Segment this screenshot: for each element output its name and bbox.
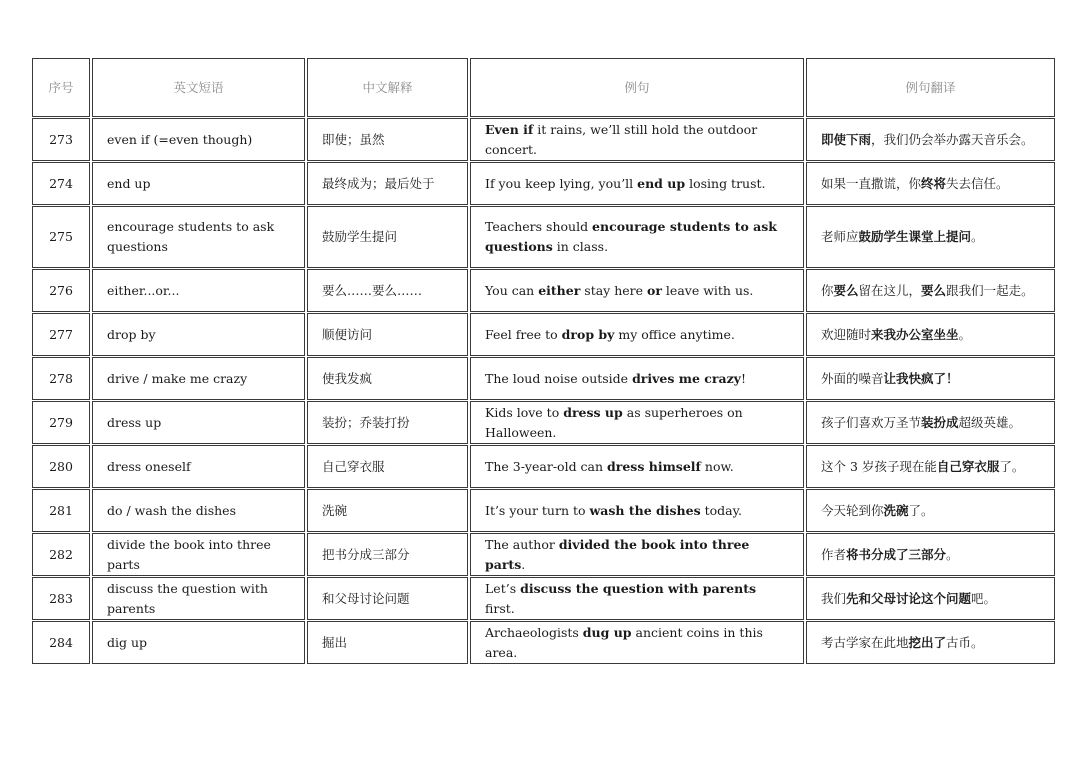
chinese-meaning: 鼓励学生提问 — [307, 206, 468, 268]
table-row — [32, 206, 1055, 268]
example-translation — [806, 162, 1055, 205]
translation-run-text: 超级英雄。 — [958, 414, 1022, 430]
translation-run-highlight: 要么 — [921, 282, 947, 298]
translation-run-text: 外面的噪音 — [821, 370, 884, 386]
table-row — [32, 489, 1055, 532]
translation-run-text: 作者 — [821, 546, 847, 562]
english-phrase: dress oneself — [92, 445, 305, 488]
example-translation — [806, 621, 1055, 664]
example-run-highlight: either — [538, 282, 581, 298]
example-run-highlight: dug up — [582, 624, 632, 640]
example-sentence — [470, 206, 804, 268]
table-row — [32, 445, 1055, 488]
table-row — [32, 577, 1055, 620]
example-run-highlight: Even if — [485, 121, 534, 137]
translation-run-highlight: 挖出了 — [908, 634, 947, 650]
example-translation — [806, 269, 1055, 312]
example-run-highlight: divided the book into three parts — [485, 536, 750, 572]
example-run-text: The author — [485, 536, 559, 552]
example-sentence — [470, 621, 804, 664]
example-run-text: Let’s — [485, 580, 521, 596]
english-phrase: do / wash the dishes — [92, 489, 305, 532]
example-translation — [806, 313, 1055, 356]
translation-run-text: ，我们仍会举办露天音乐会。 — [871, 131, 1034, 147]
example-run-text: You can — [485, 282, 539, 298]
example-run-text: If you keep lying, you’ll — [485, 175, 638, 191]
header-number: 序号 — [32, 58, 90, 117]
chinese-meaning: 使我发疯 — [307, 357, 468, 400]
example-run-highlight: drives me crazy — [632, 370, 741, 386]
translation-run-text: 你 — [821, 282, 834, 298]
example-translation — [806, 445, 1055, 488]
example-run-text: it rains, we’ll still hold the outdoor concert. — [485, 121, 758, 157]
row-number: 284 — [32, 621, 90, 664]
example-run-text: leave with us. — [661, 282, 754, 298]
translation-run-text: 孩子们喜欢万圣节 — [821, 414, 922, 430]
translation-run-text: 吧。 — [971, 590, 997, 606]
example-run-text: It’s your turn to — [485, 502, 590, 518]
translation-run-highlight: 来我办公室坐坐 — [871, 326, 959, 342]
row-number: 279 — [32, 401, 90, 444]
row-number: 277 — [32, 313, 90, 356]
example-translation — [806, 577, 1055, 620]
example-run-text: now. — [700, 458, 734, 474]
example-run-text: losing trust. — [685, 175, 766, 191]
translation-run-text: 古币。 — [946, 634, 984, 650]
header-phrase: 英文短语 — [92, 58, 305, 117]
example-translation — [806, 401, 1055, 444]
example-sentence — [470, 313, 804, 356]
chinese-meaning: 把书分成三部分 — [307, 533, 468, 576]
english-phrase: drop by — [92, 313, 305, 356]
english-phrase: end up — [92, 162, 305, 205]
translation-run-highlight: 装扮成 — [921, 414, 959, 430]
row-number: 282 — [32, 533, 90, 576]
translation-run-text: 如果一直撒谎，你 — [821, 175, 922, 191]
example-run-text: The 3-year-old can — [485, 458, 608, 474]
example-sentence — [470, 489, 804, 532]
example-sentence — [470, 269, 804, 312]
english-phrase: dig up — [92, 621, 305, 664]
example-run-highlight: drop by — [561, 326, 615, 342]
english-phrase: dress up — [92, 401, 305, 444]
chinese-meaning: 和父母讨论问题 — [307, 577, 468, 620]
translation-run-highlight: 自己穿衣服 — [936, 458, 1000, 474]
example-run-text: first. — [485, 600, 515, 616]
row-number: 273 — [32, 118, 90, 161]
translation-run-highlight: 要么 — [833, 282, 859, 298]
phrase-table — [30, 57, 1057, 665]
example-run-highlight: encourage students to ask questions — [485, 219, 777, 254]
chinese-meaning: 装扮；乔装打扮 — [307, 401, 468, 444]
header-meaning: 中文解释 — [307, 58, 468, 117]
table-row — [32, 269, 1055, 312]
translation-run-text: 失去信任。 — [946, 175, 1009, 191]
table-row — [32, 533, 1055, 576]
header-translation: 例句翻译 — [806, 58, 1055, 117]
translation-run-text: 。 — [946, 546, 959, 562]
example-run-text: Archaeologists — [485, 624, 583, 640]
example-run-highlight: discuss the question with parents — [520, 580, 757, 596]
example-run-text: as superheroes on Halloween. — [485, 404, 743, 440]
example-translation — [806, 489, 1055, 532]
example-sentence — [470, 357, 804, 400]
translation-run-text: 我们 — [821, 590, 847, 606]
translation-run-text: 了。 — [908, 502, 934, 518]
example-run-highlight: dress himself — [607, 458, 701, 474]
example-sentence — [470, 118, 804, 161]
row-number: 278 — [32, 357, 90, 400]
example-run-text: in class. — [552, 239, 609, 254]
example-run-highlight: dress up — [563, 404, 623, 420]
table-row — [32, 313, 1055, 356]
translation-run-text: 跟我们一起走。 — [946, 282, 1034, 298]
example-sentence — [470, 162, 804, 205]
translation-run-text: 了。 — [999, 458, 1025, 474]
chinese-meaning: 掘出 — [307, 621, 468, 664]
example-sentence — [470, 401, 804, 444]
example-run-highlight: or — [647, 282, 662, 298]
row-number: 275 — [32, 206, 90, 268]
translation-run-highlight: 让我快疯了！ — [883, 370, 959, 386]
example-run-text: my office anytime. — [614, 326, 735, 342]
row-number: 280 — [32, 445, 90, 488]
chinese-meaning: 即使；虽然 — [307, 118, 468, 161]
header-row — [32, 58, 1055, 117]
row-number: 274 — [32, 162, 90, 205]
english-phrase: either...or... — [92, 269, 305, 312]
header-example: 例句 — [470, 58, 804, 117]
example-translation — [806, 118, 1055, 161]
example-run-text: ! — [740, 370, 746, 386]
row-number: 276 — [32, 269, 90, 312]
chinese-meaning: 洗碗 — [307, 489, 468, 532]
english-phrase: even if (=even though) — [92, 118, 305, 161]
chinese-meaning: 顺便访问 — [307, 313, 468, 356]
translation-run-text: 老师应 — [821, 229, 859, 244]
example-run-text: today. — [700, 502, 742, 518]
translation-run-text: 今天轮到你 — [821, 502, 884, 518]
translation-run-highlight: 终将 — [921, 175, 947, 191]
example-translation — [806, 533, 1055, 576]
english-phrase: divide the book into three parts — [92, 533, 305, 576]
english-phrase: discuss the question with parents — [92, 577, 305, 620]
translation-run-text: 。 — [958, 326, 972, 342]
translation-run-highlight: 将书分成了三部分 — [846, 546, 947, 562]
row-number: 281 — [32, 489, 90, 532]
translation-run-text: 。 — [971, 229, 984, 244]
example-sentence — [470, 533, 804, 576]
translation-run-text: 考古学家在此地 — [821, 634, 909, 650]
translation-run-highlight: 鼓励学生课堂上提问 — [858, 229, 972, 244]
example-run-text: ancient coins in this area. — [485, 624, 763, 660]
translation-run-text: 欢迎随时 — [821, 326, 872, 342]
chinese-meaning: 要么……要么…… — [307, 269, 468, 312]
example-run-text: Feel free to — [485, 326, 562, 342]
example-translation — [806, 357, 1055, 400]
example-run-text: The loud noise outside — [485, 370, 633, 386]
example-run-text: . — [521, 556, 526, 572]
example-sentence — [470, 577, 804, 620]
translation-run-text: 这个 3 岁孩子现在能 — [821, 458, 937, 474]
table-row — [32, 357, 1055, 400]
translation-run-text: 留在这儿， — [858, 282, 922, 298]
table-row — [32, 118, 1055, 161]
table-row — [32, 401, 1055, 444]
chinese-meaning: 自己穿衣服 — [307, 445, 468, 488]
translation-run-highlight: 即使下雨 — [821, 131, 872, 147]
example-translation — [806, 206, 1055, 268]
table-row — [32, 621, 1055, 664]
translation-run-highlight: 先和父母讨论这个问题 — [846, 590, 972, 606]
example-run-highlight: wash the dishes — [589, 502, 701, 518]
english-phrase: encourage students to ask questions — [92, 206, 305, 268]
english-phrase: drive / make me crazy — [92, 357, 305, 400]
example-sentence — [470, 445, 804, 488]
example-run-text: Teachers should — [485, 219, 593, 234]
row-number: 283 — [32, 577, 90, 620]
chinese-meaning: 最终成为；最后处于 — [307, 162, 468, 205]
example-run-text: Kids love to — [485, 404, 564, 420]
example-run-highlight: end up — [637, 175, 686, 191]
table-row — [32, 162, 1055, 205]
translation-run-highlight: 洗碗 — [883, 502, 909, 518]
example-run-text: stay here — [580, 282, 648, 298]
